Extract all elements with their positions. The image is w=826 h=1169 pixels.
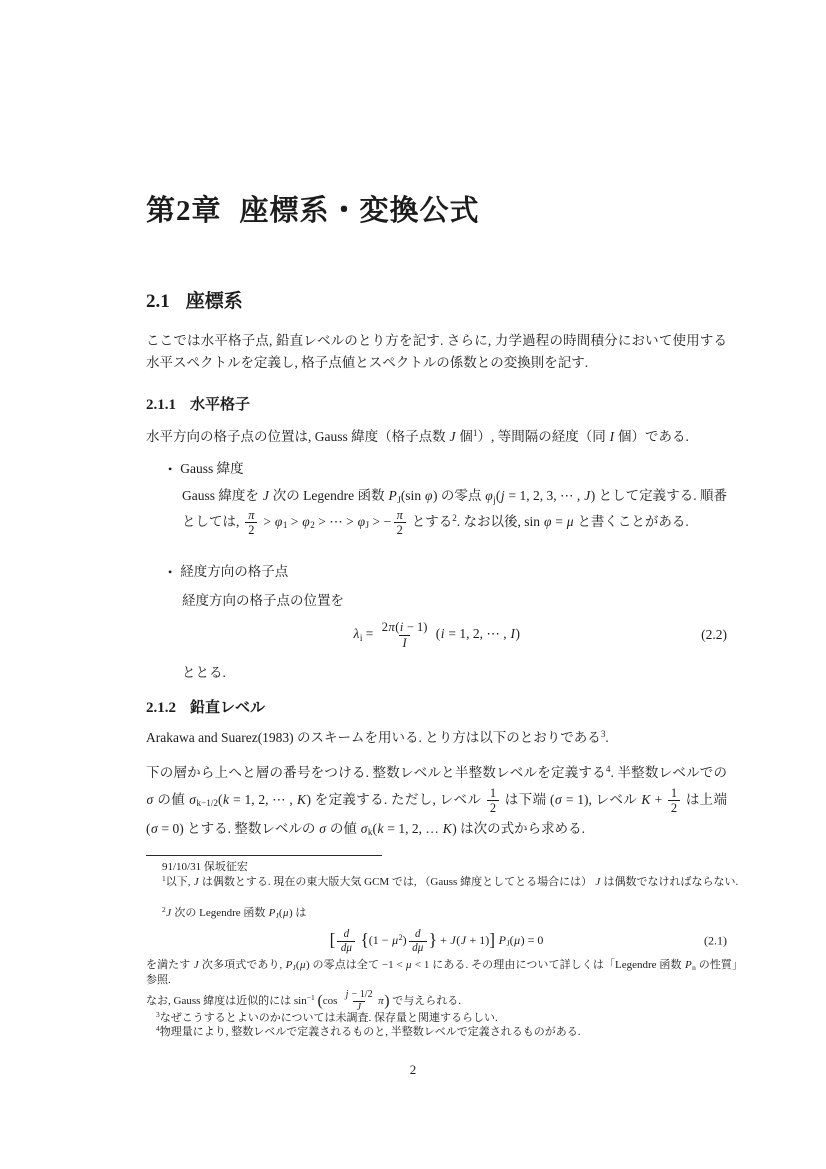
s211-paragraph: 水平方向の格子点の位置は, Gauss 緯度（格子点数 J 個$^1$）, 等間隔の経度（同 I 個）である. — [146, 428, 689, 444]
subsection-heading-2-1-2 — [146, 696, 265, 717]
list-item-label: Gauss 緯度 — [180, 461, 244, 476]
equation-closing-text: ととる. — [182, 665, 226, 680]
equation-body: [ $\frac{d}{d\mu}$ {$(1 - \mu^2)$ $\frac{d}{d\mu}$ } + J(J + 1)] PJ(μ) = 0 — [329, 927, 544, 954]
subsection-heading-2-1-1 — [146, 393, 250, 414]
equation-number: (2.1) — [704, 933, 727, 948]
intro-paragraph: ここでは水平格子点, 鉛直レベルのとり方を記す. さらに, 力学過程の時間積分において使用する水平スペクトルを定義し, 格子点値とスペクトルの係数との変換則を記す. — [146, 333, 727, 370]
subsection-title: 水平格子 — [190, 397, 251, 413]
page-number: 2 — [409, 1062, 417, 1077]
subsection-number: 2.1.1 — [146, 397, 176, 413]
equation-number: (2.2) — [701, 627, 727, 642]
footnote-date-author: 91/10/31 保坂征宏 — [162, 861, 248, 873]
footnote-1: $^1$以下, J は偶数とする. 現在の東大版大気 GCM では, （Gauss 緯度としてとる場合には） J は偶数でなければならない. — [162, 874, 739, 888]
section-number: 2.1 — [146, 291, 170, 312]
chapter-title: 座標系・変換公式 — [239, 195, 480, 227]
chapter-heading — [146, 188, 480, 229]
footnote-3: $^3$なぜこうするとよいのかについては未調査. 保存量と関連するらしい. — [156, 1010, 498, 1024]
section-title: 座標系 — [185, 291, 243, 312]
bullet-icon: • — [168, 565, 173, 579]
longitude-grid-body: 経度方向の格子点の位置を — [182, 593, 344, 608]
subsection-title: 鉛直レベル — [190, 700, 266, 716]
chapter-number: 第2章 — [146, 195, 222, 227]
bullet-icon: • — [168, 462, 173, 476]
equation-2-1 — [146, 922, 727, 960]
list-item-longitude-grid — [168, 560, 288, 580]
s212-paragraph-1: Arakawa and Suarez(1983) のスキームを用いる. とり方は以下のとおりである$^3$. — [146, 729, 609, 745]
equation-body: λi = $\frac{2\pi(i - 1)}{I}$ (i = 1, 2, ⋯ , I) — [353, 620, 520, 650]
footnote-divider — [146, 855, 382, 856]
list-item-gauss-latitude — [168, 457, 244, 477]
footnote-2-continuation: を満たす J 次多項式であり, PJ(μ) の零点は全て −1 < μ < 1 にある. その理由について詳しくは「Legendre 函数 Pn の性質」参照. — [146, 959, 744, 986]
equation-2-2 — [146, 612, 727, 658]
subsection-number: 2.1.2 — [146, 700, 176, 716]
section-heading-2-1 — [146, 286, 243, 313]
footnote-2-intro: $^2$J 次の Legendre 函数 PJ(μ) は — [162, 905, 307, 921]
footnote-4: $^4$物理量により, 整数レベルで定義されるものと, 半整数レベルで定義されるものがある. — [156, 1024, 581, 1038]
gauss-latitude-body: Gauss 緯度を J 次の Legendre 函数 PJ(sin φ) の零点 φj(j = 1, 2, 3, ⋯ , J) として定義する. 順番としては, $\frac{\pi}{2}$ > φ1 > φ2 > ⋯ > φJ > − $\frac{\pi}{2}$ とする$^2$. なお以後, sin φ = μ と書くことがある. — [182, 488, 728, 538]
footnote-2-approximation: なお, Gauss 緯度は近似的には $\sin^{-1} (\cos$ $\frac{j - 1/2}{J}$ π) で与えられる. — [146, 989, 461, 1013]
s212-paragraph-2: 下の層から上へと層の番号をつける. 整数レベルと半整数レベルを定義する$^4$. 半整数レベルでの σ の値 σk−1/2(k = 1, 2, ⋯ , K) を定義する. ただし, レベル $\frac{1}{2}$ は下端 (σ = 1), レベル K + $\frac{1}{2}$ は上端 (σ = 0) とする. 整数レベルの σ の値 σk(k = 1, 2, … K) は次の式から求める. — [146, 764, 728, 838]
list-item-label: 経度方向の格子点 — [180, 564, 289, 579]
